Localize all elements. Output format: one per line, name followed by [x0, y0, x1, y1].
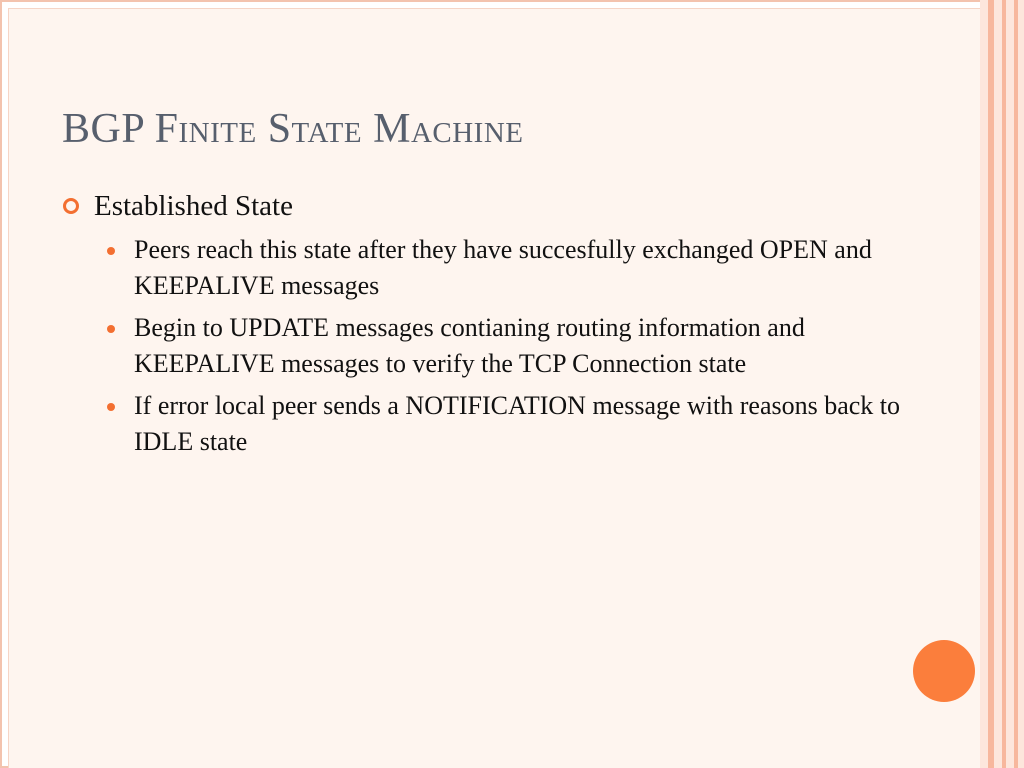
hollow-circle-icon	[63, 198, 79, 214]
filled-circle-icon	[107, 247, 115, 255]
bullet-level2-text: Peers reach this state after they have succesfully exchanged OPEN and KEEPALIVE messages	[134, 235, 872, 300]
sub-bullet-list	[62, 232, 912, 460]
slide-body	[62, 186, 912, 466]
decor-stripe	[994, 0, 1002, 768]
bullet-level2-text: Begin to UPDATE messages contianing routing information and KEEPALIVE messages to verify the TCP Connection state	[134, 313, 805, 378]
bullet-level2	[62, 232, 912, 304]
bullet-level2	[62, 388, 912, 460]
decor-stripe	[1006, 0, 1014, 768]
bullet-level1-text: Established State	[94, 190, 293, 222]
filled-circle-icon	[107, 403, 115, 411]
slide-title: BGP Finite State Machine	[62, 106, 524, 152]
filled-circle-icon	[107, 325, 115, 333]
decor-circle	[913, 640, 975, 702]
decor-stripe	[980, 0, 988, 768]
bullet-level1	[62, 186, 912, 226]
bullet-level2-text: If error local peer sends a NOTIFICATION message with reasons back to IDLE state	[134, 391, 901, 456]
bullet-level2	[62, 310, 912, 382]
decor-stripe	[1018, 0, 1024, 768]
